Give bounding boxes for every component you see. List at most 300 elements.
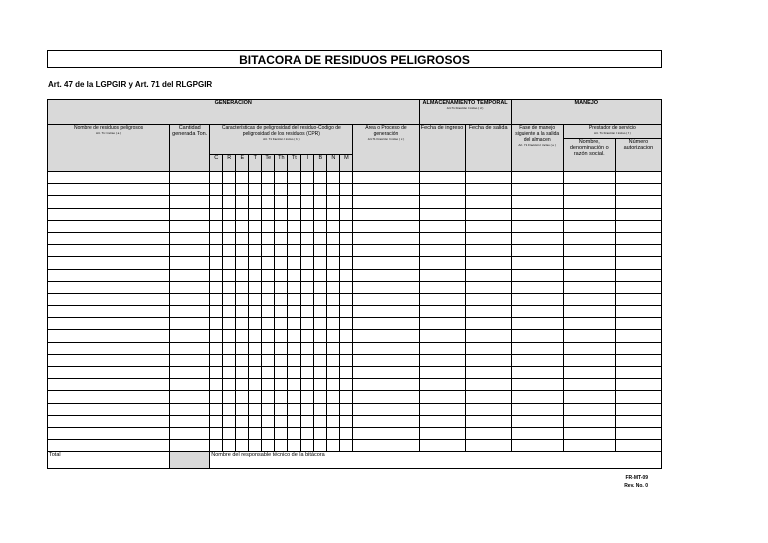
table-cell[interactable] — [340, 427, 353, 439]
table-cell[interactable] — [262, 196, 275, 208]
table-cell[interactable] — [301, 415, 314, 427]
table-cell[interactable] — [262, 232, 275, 244]
table-cell[interactable] — [249, 269, 262, 281]
table-cell[interactable] — [615, 269, 661, 281]
table-cell[interactable] — [275, 208, 288, 220]
table-cell[interactable] — [419, 379, 465, 391]
table-cell[interactable] — [314, 184, 327, 196]
table-cell[interactable] — [327, 427, 340, 439]
table-cell[interactable] — [353, 208, 419, 220]
table-cell[interactable] — [210, 391, 223, 403]
table-cell[interactable] — [340, 232, 353, 244]
table-cell[interactable] — [340, 403, 353, 415]
table-cell[interactable] — [223, 330, 236, 342]
table-cell[interactable] — [223, 232, 236, 244]
table-cell[interactable] — [511, 184, 563, 196]
table-cell[interactable] — [275, 330, 288, 342]
table-cell[interactable] — [275, 318, 288, 330]
table-cell[interactable] — [327, 208, 340, 220]
table-cell[interactable] — [563, 391, 615, 403]
table-cell[interactable] — [223, 293, 236, 305]
table-cell[interactable] — [563, 196, 615, 208]
table-cell[interactable] — [170, 330, 210, 342]
table-cell[interactable] — [301, 245, 314, 257]
table-cell[interactable] — [353, 220, 419, 232]
table-cell[interactable] — [301, 293, 314, 305]
table-cell[interactable] — [170, 220, 210, 232]
table-cell[interactable] — [249, 257, 262, 269]
table-cell[interactable] — [170, 281, 210, 293]
table-cell[interactable] — [353, 306, 419, 318]
table-cell[interactable] — [419, 293, 465, 305]
table-cell[interactable] — [288, 232, 301, 244]
table-cell[interactable] — [48, 391, 170, 403]
table-cell[interactable] — [615, 281, 661, 293]
table-cell[interactable] — [314, 293, 327, 305]
table-cell[interactable] — [223, 269, 236, 281]
table-cell[interactable] — [314, 281, 327, 293]
table-cell[interactable] — [563, 379, 615, 391]
table-cell[interactable] — [465, 208, 511, 220]
table-cell[interactable] — [314, 354, 327, 366]
table-cell[interactable] — [236, 403, 249, 415]
table-cell[interactable] — [419, 245, 465, 257]
table-cell[interactable] — [301, 306, 314, 318]
table-cell[interactable] — [170, 269, 210, 281]
table-cell[interactable] — [511, 245, 563, 257]
table-cell[interactable] — [615, 415, 661, 427]
table-cell[interactable] — [262, 354, 275, 366]
table-cell[interactable] — [301, 330, 314, 342]
table-cell[interactable] — [170, 196, 210, 208]
table-cell[interactable] — [223, 342, 236, 354]
table-cell[interactable] — [288, 342, 301, 354]
table-cell[interactable] — [327, 172, 340, 184]
table-cell[interactable] — [236, 208, 249, 220]
table-cell[interactable] — [210, 440, 223, 452]
table-cell[interactable] — [236, 354, 249, 366]
table-cell[interactable] — [236, 440, 249, 452]
table-cell[interactable] — [327, 354, 340, 366]
table-cell[interactable] — [275, 172, 288, 184]
table-cell[interactable] — [511, 379, 563, 391]
table-cell[interactable] — [301, 342, 314, 354]
table-cell[interactable] — [353, 293, 419, 305]
table-cell[interactable] — [465, 232, 511, 244]
table-cell[interactable] — [170, 184, 210, 196]
table-cell[interactable] — [262, 281, 275, 293]
table-cell[interactable] — [465, 281, 511, 293]
table-cell[interactable] — [262, 293, 275, 305]
table-cell[interactable] — [353, 403, 419, 415]
table-cell[interactable] — [419, 269, 465, 281]
table-cell[interactable] — [48, 184, 170, 196]
table-cell[interactable] — [419, 196, 465, 208]
table-cell[interactable] — [327, 318, 340, 330]
table-cell[interactable] — [48, 281, 170, 293]
table-cell[interactable] — [288, 415, 301, 427]
table-cell[interactable] — [419, 342, 465, 354]
table-cell[interactable] — [465, 403, 511, 415]
table-cell[interactable] — [353, 172, 419, 184]
table-cell[interactable] — [353, 367, 419, 379]
table-cell[interactable] — [314, 220, 327, 232]
table-cell[interactable] — [465, 391, 511, 403]
table-cell[interactable] — [465, 184, 511, 196]
table-cell[interactable] — [249, 342, 262, 354]
table-cell[interactable] — [340, 281, 353, 293]
table-cell[interactable] — [210, 330, 223, 342]
table-cell[interactable] — [236, 196, 249, 208]
table-cell[interactable] — [48, 232, 170, 244]
table-cell[interactable] — [353, 354, 419, 366]
table-cell[interactable] — [563, 403, 615, 415]
table-cell[interactable] — [301, 367, 314, 379]
table-cell[interactable] — [314, 342, 327, 354]
table-cell[interactable] — [223, 172, 236, 184]
table-cell[interactable] — [563, 245, 615, 257]
table-cell[interactable] — [353, 427, 419, 439]
table-cell[interactable] — [210, 306, 223, 318]
table-cell[interactable] — [48, 415, 170, 427]
table-cell[interactable] — [288, 367, 301, 379]
table-cell[interactable] — [353, 391, 419, 403]
table-cell[interactable] — [288, 403, 301, 415]
table-cell[interactable] — [262, 342, 275, 354]
table-cell[interactable] — [327, 403, 340, 415]
table-cell[interactable] — [314, 391, 327, 403]
table-cell[interactable] — [210, 354, 223, 366]
table-cell[interactable] — [301, 232, 314, 244]
table-cell[interactable] — [262, 440, 275, 452]
table-cell[interactable] — [353, 245, 419, 257]
table-cell[interactable] — [301, 379, 314, 391]
table-cell[interactable] — [327, 440, 340, 452]
table-cell[interactable] — [262, 306, 275, 318]
table-cell[interactable] — [275, 440, 288, 452]
table-cell[interactable] — [419, 220, 465, 232]
table-cell[interactable] — [170, 342, 210, 354]
table-cell[interactable] — [48, 342, 170, 354]
table-cell[interactable] — [511, 293, 563, 305]
table-cell[interactable] — [314, 172, 327, 184]
table-cell[interactable] — [236, 184, 249, 196]
table-cell[interactable] — [48, 245, 170, 257]
table-cell[interactable] — [511, 440, 563, 452]
table-cell[interactable] — [210, 184, 223, 196]
table-cell[interactable] — [563, 440, 615, 452]
table-cell[interactable] — [419, 440, 465, 452]
table-cell[interactable] — [465, 427, 511, 439]
table-cell[interactable] — [465, 293, 511, 305]
table-cell[interactable] — [301, 354, 314, 366]
table-cell[interactable] — [340, 257, 353, 269]
table-cell[interactable] — [249, 196, 262, 208]
table-cell[interactable] — [353, 342, 419, 354]
table-cell[interactable] — [236, 293, 249, 305]
table-cell[interactable] — [236, 269, 249, 281]
table-cell[interactable] — [511, 220, 563, 232]
table-cell[interactable] — [563, 306, 615, 318]
table-cell[interactable] — [48, 293, 170, 305]
table-cell[interactable] — [563, 281, 615, 293]
table-cell[interactable] — [563, 415, 615, 427]
table-cell[interactable] — [340, 208, 353, 220]
table-cell[interactable] — [615, 220, 661, 232]
table-cell[interactable] — [223, 367, 236, 379]
table-cell[interactable] — [511, 257, 563, 269]
table-cell[interactable] — [511, 196, 563, 208]
table-cell[interactable] — [262, 257, 275, 269]
table-cell[interactable] — [615, 172, 661, 184]
table-cell[interactable] — [262, 403, 275, 415]
table-cell[interactable] — [511, 232, 563, 244]
table-cell[interactable] — [419, 403, 465, 415]
table-cell[interactable] — [615, 391, 661, 403]
table-cell[interactable] — [563, 184, 615, 196]
table-cell[interactable] — [340, 379, 353, 391]
table-cell[interactable] — [327, 342, 340, 354]
table-cell[interactable] — [353, 318, 419, 330]
table-cell[interactable] — [314, 196, 327, 208]
table-cell[interactable] — [314, 367, 327, 379]
table-cell[interactable] — [236, 415, 249, 427]
table-cell[interactable] — [236, 330, 249, 342]
table-cell[interactable] — [563, 427, 615, 439]
table-cell[interactable] — [327, 330, 340, 342]
table-cell[interactable] — [223, 196, 236, 208]
table-cell[interactable] — [210, 245, 223, 257]
table-cell[interactable] — [314, 269, 327, 281]
table-cell[interactable] — [170, 379, 210, 391]
table-cell[interactable] — [170, 391, 210, 403]
table-cell[interactable] — [236, 391, 249, 403]
table-cell[interactable] — [236, 379, 249, 391]
table-cell[interactable] — [249, 427, 262, 439]
table-cell[interactable] — [353, 184, 419, 196]
table-cell[interactable] — [511, 415, 563, 427]
table-cell[interactable] — [223, 354, 236, 366]
table-cell[interactable] — [563, 269, 615, 281]
table-cell[interactable] — [170, 427, 210, 439]
table-cell[interactable] — [615, 354, 661, 366]
table-cell[interactable] — [511, 342, 563, 354]
table-cell[interactable] — [511, 281, 563, 293]
table-cell[interactable] — [340, 220, 353, 232]
table-cell[interactable] — [249, 220, 262, 232]
table-cell[interactable] — [419, 172, 465, 184]
table-cell[interactable] — [48, 354, 170, 366]
table-cell[interactable] — [615, 427, 661, 439]
table-cell[interactable] — [210, 403, 223, 415]
table-cell[interactable] — [511, 354, 563, 366]
table-cell[interactable] — [301, 440, 314, 452]
table-cell[interactable] — [465, 342, 511, 354]
table-cell[interactable] — [223, 318, 236, 330]
table-cell[interactable] — [327, 184, 340, 196]
table-cell[interactable] — [210, 172, 223, 184]
table-cell[interactable] — [249, 415, 262, 427]
table-cell[interactable] — [419, 415, 465, 427]
table-cell[interactable] — [223, 257, 236, 269]
table-cell[interactable] — [288, 257, 301, 269]
table-cell[interactable] — [563, 293, 615, 305]
table-cell[interactable] — [170, 293, 210, 305]
table-cell[interactable] — [48, 379, 170, 391]
table-cell[interactable] — [314, 427, 327, 439]
table-cell[interactable] — [210, 257, 223, 269]
table-cell[interactable] — [419, 232, 465, 244]
table-cell[interactable] — [223, 281, 236, 293]
table-cell[interactable] — [340, 172, 353, 184]
table-cell[interactable] — [170, 232, 210, 244]
table-cell[interactable] — [48, 269, 170, 281]
table-cell[interactable] — [615, 232, 661, 244]
table-cell[interactable] — [275, 220, 288, 232]
table-cell[interactable] — [48, 318, 170, 330]
table-cell[interactable] — [262, 318, 275, 330]
table-cell[interactable] — [340, 415, 353, 427]
table-cell[interactable] — [615, 208, 661, 220]
table-cell[interactable] — [170, 172, 210, 184]
table-cell[interactable] — [223, 391, 236, 403]
table-cell[interactable] — [48, 367, 170, 379]
table-cell[interactable] — [236, 232, 249, 244]
table-cell[interactable] — [170, 440, 210, 452]
table-cell[interactable] — [465, 196, 511, 208]
table-cell[interactable] — [314, 232, 327, 244]
table-cell[interactable] — [327, 293, 340, 305]
table-cell[interactable] — [236, 306, 249, 318]
table-cell[interactable] — [419, 427, 465, 439]
table-cell[interactable] — [288, 172, 301, 184]
table-cell[interactable] — [419, 367, 465, 379]
table-cell[interactable] — [170, 354, 210, 366]
table-cell[interactable] — [288, 220, 301, 232]
table-cell[interactable] — [340, 440, 353, 452]
table-cell[interactable] — [223, 403, 236, 415]
table-cell[interactable] — [301, 281, 314, 293]
table-cell[interactable] — [353, 330, 419, 342]
table-cell[interactable] — [353, 379, 419, 391]
table-cell[interactable] — [275, 232, 288, 244]
table-cell[interactable] — [353, 440, 419, 452]
table-cell[interactable] — [511, 403, 563, 415]
table-cell[interactable] — [615, 184, 661, 196]
table-cell[interactable] — [615, 257, 661, 269]
table-cell[interactable] — [288, 427, 301, 439]
table-cell[interactable] — [511, 330, 563, 342]
table-cell[interactable] — [249, 232, 262, 244]
table-cell[interactable] — [249, 379, 262, 391]
table-cell[interactable] — [419, 184, 465, 196]
table-cell[interactable] — [563, 257, 615, 269]
table-cell[interactable] — [615, 196, 661, 208]
table-cell[interactable] — [223, 184, 236, 196]
table-cell[interactable] — [262, 172, 275, 184]
table-cell[interactable] — [301, 220, 314, 232]
table-cell[interactable] — [353, 232, 419, 244]
table-cell[interactable] — [48, 208, 170, 220]
table-cell[interactable] — [210, 318, 223, 330]
table-cell[interactable] — [48, 427, 170, 439]
table-cell[interactable] — [288, 281, 301, 293]
table-cell[interactable] — [275, 196, 288, 208]
table-cell[interactable] — [340, 269, 353, 281]
table-cell[interactable] — [314, 440, 327, 452]
table-cell[interactable] — [288, 330, 301, 342]
table-cell[interactable] — [288, 391, 301, 403]
table-cell[interactable] — [314, 257, 327, 269]
table-cell[interactable] — [275, 245, 288, 257]
table-cell[interactable] — [465, 318, 511, 330]
table-cell[interactable] — [48, 306, 170, 318]
table-cell[interactable] — [615, 306, 661, 318]
table-cell[interactable] — [288, 208, 301, 220]
table-cell[interactable] — [340, 293, 353, 305]
table-cell[interactable] — [262, 391, 275, 403]
table-cell[interactable] — [249, 208, 262, 220]
table-cell[interactable] — [210, 427, 223, 439]
table-cell[interactable] — [301, 318, 314, 330]
table-cell[interactable] — [223, 440, 236, 452]
table-cell[interactable] — [275, 184, 288, 196]
table-cell[interactable] — [327, 245, 340, 257]
table-cell[interactable] — [563, 172, 615, 184]
table-cell[interactable] — [275, 354, 288, 366]
table-cell[interactable] — [170, 306, 210, 318]
table-cell[interactable] — [170, 318, 210, 330]
table-cell[interactable] — [353, 257, 419, 269]
table-cell[interactable] — [210, 220, 223, 232]
table-cell[interactable] — [275, 306, 288, 318]
table-cell[interactable] — [301, 196, 314, 208]
table-cell[interactable] — [563, 367, 615, 379]
table-cell[interactable] — [511, 172, 563, 184]
table-cell[interactable] — [210, 208, 223, 220]
table-cell[interactable] — [288, 318, 301, 330]
table-cell[interactable] — [210, 281, 223, 293]
table-cell[interactable] — [48, 330, 170, 342]
table-cell[interactable] — [563, 208, 615, 220]
table-cell[interactable] — [275, 391, 288, 403]
table-cell[interactable] — [275, 403, 288, 415]
table-cell[interactable] — [301, 391, 314, 403]
table-cell[interactable] — [223, 306, 236, 318]
table-cell[interactable] — [465, 257, 511, 269]
table-cell[interactable] — [615, 293, 661, 305]
table-cell[interactable] — [340, 391, 353, 403]
table-cell[interactable] — [563, 318, 615, 330]
table-cell[interactable] — [210, 269, 223, 281]
table-cell[interactable] — [288, 245, 301, 257]
table-cell[interactable] — [236, 281, 249, 293]
table-cell[interactable] — [465, 306, 511, 318]
table-cell[interactable] — [301, 269, 314, 281]
table-cell[interactable] — [249, 245, 262, 257]
table-cell[interactable] — [353, 196, 419, 208]
table-cell[interactable] — [275, 293, 288, 305]
table-cell[interactable] — [249, 281, 262, 293]
table-cell[interactable] — [563, 354, 615, 366]
table-cell[interactable] — [48, 172, 170, 184]
table-cell[interactable] — [419, 281, 465, 293]
table-cell[interactable] — [327, 306, 340, 318]
table-cell[interactable] — [262, 184, 275, 196]
table-cell[interactable] — [170, 367, 210, 379]
table-cell[interactable] — [262, 220, 275, 232]
table-cell[interactable] — [223, 245, 236, 257]
